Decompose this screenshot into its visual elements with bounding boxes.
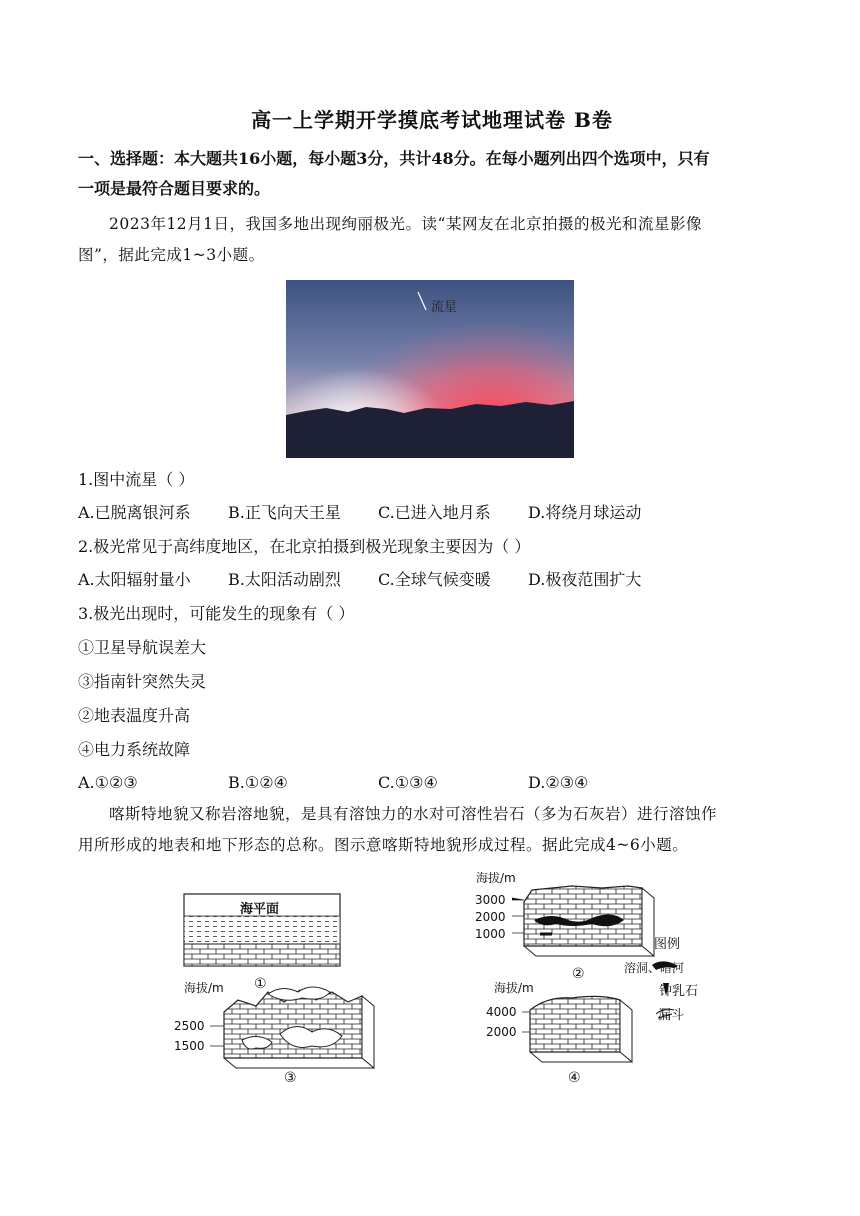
karst-diagram	[172, 864, 702, 1092]
panel-3-altitude-label: 海拔/m	[184, 981, 224, 995]
intro-karst-line2: 用所形成的地表和地下形态的总称。图示意喀斯特地貌形成过程。据此完成4~6小题。	[78, 836, 689, 854]
legend-item-sinkhole: 漏斗	[657, 1008, 684, 1023]
panel-1-label: ①	[254, 976, 267, 992]
intro-karst-line1: 喀斯特地貌又称岩溶地貌，是具有溶蚀力的水对可溶性岩石（多为石灰岩）进行溶蚀作	[109, 805, 718, 823]
panel-2-tick-2000: 2000	[475, 910, 506, 924]
q1-option-a[interactable]: A.已脱离银河系	[78, 503, 191, 522]
section-heading	[78, 144, 786, 204]
intro-karst	[78, 799, 786, 861]
panel-4	[486, 980, 632, 1086]
legend	[624, 937, 698, 1023]
q2-option-c[interactable]: C.全球气候变暖	[378, 570, 491, 589]
panel-3-tick-1500: 1500	[174, 1039, 205, 1053]
panel-3-label: ③	[284, 1070, 297, 1086]
legend-item-stalactite: 钟乳石	[658, 984, 698, 999]
q3-item-4: ④电力系统故障	[78, 740, 191, 759]
panel-4-label: ④	[568, 1070, 581, 1086]
q3-option-d[interactable]: D.②③④	[528, 773, 589, 792]
karst-formation-figure	[172, 864, 702, 1092]
panel-2-tick-3000: 3000	[475, 893, 506, 907]
panel-4-tick-2000: 2000	[486, 1025, 517, 1039]
section-heading-line2: 一项是最符合题目要求的。	[78, 179, 271, 198]
legend-item-cave: 溶洞、暗河	[623, 961, 684, 975]
aurora-photo-image	[286, 280, 574, 458]
q3-option-c[interactable]: C.①③④	[378, 773, 438, 792]
q2-option-d[interactable]: D.极夜范围扩大	[528, 570, 642, 589]
question-1-stem: 1.图中流星（ ）	[78, 470, 195, 489]
legend-title: 图例	[653, 937, 680, 952]
panel-3-tick-2500: 2500	[174, 1019, 205, 1033]
q3-option-b[interactable]: B.①②④	[228, 773, 288, 792]
q3-option-a[interactable]: A.①②③	[78, 773, 138, 792]
panel-2-label: ②	[572, 966, 585, 982]
intro-aurora	[78, 209, 786, 271]
q1-option-b[interactable]: B.正飞向天王星	[228, 503, 341, 522]
q1-option-d[interactable]: D.将绕月球运动	[528, 503, 642, 522]
page-title: 高一上学期开学摸底考试地理试卷 B卷	[251, 108, 613, 132]
q3-item-2: ②地表温度升高	[78, 706, 191, 725]
intro-aurora-line1: 2023年12月1日，我国多地出现绚丽极光。读“某网友在北京拍摄的极光和流星影像	[109, 215, 702, 233]
intro-aurora-line2: 图”，据此完成1~3小题。	[78, 246, 265, 264]
panel-2-altitude-label: 海拔/m	[476, 871, 516, 885]
question-3-stem: 3.极光出现时，可能发生的现象有（ ）	[78, 604, 355, 623]
panel-4-altitude-label: 海拔/m	[494, 981, 534, 995]
mountain-silhouette	[286, 401, 574, 458]
photo-label-meteor: 流星	[431, 300, 458, 315]
panel-4-tick-4000: 4000	[486, 1005, 517, 1019]
q2-option-a[interactable]: A.太阳辐射量小	[78, 570, 191, 589]
q1-option-c[interactable]: C.已进入地月系	[378, 503, 491, 522]
question-2-stem: 2.极光常见于高纬度地区，在北京拍摄到极光现象主要因为（ ）	[78, 537, 531, 556]
panel-2-tick-1000: 1000	[475, 927, 506, 941]
q2-option-b[interactable]: B.太阳活动剧烈	[228, 570, 341, 589]
panel-3	[174, 980, 374, 1086]
aurora-meteor-photo	[286, 280, 574, 458]
section-heading-line1: 一、选择题：本大题共16小题，每小题3分，共计48分。在每小题列出四个选项中，只有	[78, 149, 710, 168]
q3-item-1: ①卫星导航误差大	[78, 638, 207, 657]
panel-1	[184, 894, 340, 992]
sea-level-label: 海平面	[240, 902, 280, 917]
q3-item-3: ③指南针突然失灵	[78, 672, 207, 691]
